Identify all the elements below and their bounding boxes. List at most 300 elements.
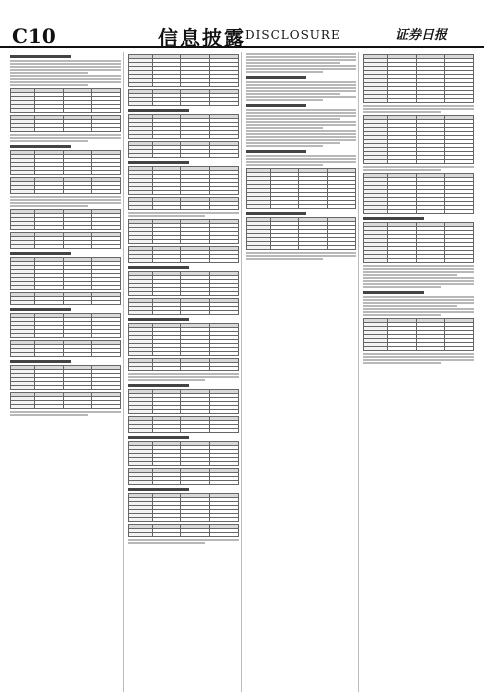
data-table: [10, 257, 121, 290]
text-line: [246, 127, 324, 129]
table-cell: [181, 135, 210, 139]
table-cell: [63, 128, 92, 132]
table-row: [128, 311, 238, 315]
text-line: [246, 161, 357, 163]
table-cell: [209, 206, 238, 210]
table-row: [11, 386, 121, 390]
table-cell: [11, 171, 35, 175]
text-line: [10, 72, 88, 74]
table-cell: [11, 405, 35, 409]
text-line: [246, 155, 357, 157]
data-table: [246, 217, 357, 250]
table-cell: [152, 191, 181, 195]
table-cell: [35, 245, 64, 249]
table-cell: [63, 286, 92, 290]
text-line: [363, 305, 457, 307]
data-table: [363, 173, 474, 214]
table-cell: [299, 246, 328, 250]
data-table: [128, 524, 239, 537]
table-cell: [209, 367, 238, 371]
table-cell: [327, 246, 356, 250]
table-cell: [181, 240, 210, 244]
text-line: [10, 60, 121, 62]
table-cell: [128, 206, 152, 210]
text-line: [128, 539, 239, 541]
table-cell: [364, 160, 388, 164]
section-heading: [246, 212, 307, 215]
text-line: [246, 258, 324, 260]
table-row: [11, 171, 121, 175]
text-line: [363, 359, 474, 361]
text-line: [246, 56, 357, 58]
text-line: [363, 353, 474, 355]
section-heading: [128, 266, 189, 269]
text-line: [246, 99, 324, 101]
table-row: [128, 462, 238, 466]
table-cell: [445, 347, 474, 351]
text-line: [10, 66, 121, 68]
table-cell: [152, 518, 181, 522]
data-table: [128, 246, 239, 263]
table-cell: [128, 259, 152, 263]
data-table: [128, 54, 239, 87]
table-cell: [152, 259, 181, 263]
table-row: [364, 347, 474, 351]
table-cell: [92, 286, 121, 290]
text-line: [246, 136, 357, 138]
text-line: [246, 142, 340, 144]
table-cell: [152, 367, 181, 371]
data-table: [10, 292, 121, 305]
data-table: [10, 340, 121, 357]
table-cell: [128, 352, 152, 356]
table-cell: [63, 301, 92, 305]
data-table: [128, 197, 239, 210]
section-heading: [10, 145, 71, 148]
text-line: [10, 414, 88, 416]
table-cell: [364, 347, 388, 351]
text-line: [363, 268, 474, 270]
table-cell: [11, 226, 35, 230]
table-row: [128, 206, 238, 210]
table-cell: [128, 462, 152, 466]
table-row: [11, 128, 121, 132]
table-cell: [152, 206, 181, 210]
table-cell: [181, 191, 210, 195]
text-line: [128, 373, 239, 375]
text-line: [363, 286, 441, 288]
data-table: [128, 141, 239, 158]
table-cell: [35, 353, 64, 357]
text-line: [246, 145, 324, 147]
table-cell: [181, 533, 210, 537]
table-row: [128, 292, 238, 296]
table-row: [128, 83, 238, 87]
table-cell: [181, 292, 210, 296]
table-cell: [416, 210, 445, 214]
table-cell: [92, 190, 121, 194]
text-line: [246, 84, 357, 86]
table-row: [246, 205, 356, 209]
table-row: [11, 286, 121, 290]
text-line: [363, 274, 457, 276]
table-cell: [11, 245, 35, 249]
table-cell: [388, 259, 417, 263]
table-cell: [63, 353, 92, 357]
table-cell: [181, 352, 210, 356]
table-row: [364, 259, 474, 263]
text-line: [363, 166, 474, 168]
table-cell: [416, 347, 445, 351]
table-cell: [209, 410, 238, 414]
text-line: [363, 111, 441, 113]
page-header: [0, 0, 484, 48]
table-cell: [445, 99, 474, 103]
text-line: [363, 265, 474, 267]
text-line: [128, 215, 206, 217]
text-line: [246, 71, 324, 73]
data-table: [128, 468, 239, 485]
table-cell: [299, 205, 328, 209]
table-cell: [63, 109, 92, 113]
table-cell: [246, 205, 270, 209]
table-cell: [181, 518, 210, 522]
table-cell: [11, 128, 35, 132]
table-cell: [364, 99, 388, 103]
table-cell: [92, 301, 121, 305]
section-heading: [246, 150, 307, 153]
section-title-en: DISCLOSURE: [245, 28, 341, 42]
section-heading: [128, 161, 189, 164]
text-line: [246, 130, 357, 132]
text-line: [246, 68, 357, 70]
table-cell: [209, 292, 238, 296]
table-cell: [445, 259, 474, 263]
table-row: [11, 334, 121, 338]
text-line: [10, 69, 121, 71]
table-cell: [181, 429, 210, 433]
text-line: [10, 411, 121, 413]
table-cell: [35, 171, 64, 175]
text-line: [246, 124, 357, 126]
text-line: [246, 255, 357, 257]
table-cell: [181, 206, 210, 210]
section-title: 信息披露: [158, 26, 246, 50]
table-cell: [209, 518, 238, 522]
data-table: [128, 441, 239, 466]
data-table: [128, 166, 239, 195]
table-cell: [35, 386, 64, 390]
page-code: C10: [12, 24, 56, 48]
table-cell: [445, 160, 474, 164]
table-row: [128, 481, 238, 485]
table-cell: [416, 160, 445, 164]
text-line: [10, 196, 121, 198]
table-row: [128, 135, 238, 139]
table-cell: [11, 190, 35, 194]
data-table: [10, 88, 121, 113]
text-line: [10, 81, 121, 83]
text-line: [128, 379, 206, 381]
section-heading: [10, 55, 71, 58]
table-cell: [11, 301, 35, 305]
table-row: [246, 246, 356, 250]
table-row: [364, 99, 474, 103]
text-line: [128, 542, 206, 544]
table-row: [128, 367, 238, 371]
text-line: [10, 75, 121, 77]
table-cell: [388, 347, 417, 351]
table-cell: [128, 102, 152, 106]
data-table: [128, 298, 239, 315]
text-line: [10, 84, 88, 86]
text-line: [246, 96, 357, 98]
table-cell: [209, 191, 238, 195]
table-cell: [35, 190, 64, 194]
table-cell: [152, 410, 181, 414]
text-column: [10, 52, 124, 692]
text-column: [128, 52, 242, 692]
table-cell: [128, 429, 152, 433]
table-cell: [152, 154, 181, 158]
data-table: [10, 177, 121, 194]
text-line: [363, 169, 441, 171]
table-cell: [181, 102, 210, 106]
table-cell: [128, 135, 152, 139]
data-table: [10, 313, 121, 338]
table-cell: [209, 533, 238, 537]
data-table: [128, 358, 239, 371]
data-table: [128, 89, 239, 106]
table-cell: [416, 99, 445, 103]
text-line: [363, 308, 474, 310]
table-cell: [152, 352, 181, 356]
text-line: [246, 158, 357, 160]
table-cell: [209, 259, 238, 263]
data-table: [128, 493, 239, 522]
section-heading: [128, 436, 189, 439]
table-cell: [209, 154, 238, 158]
text-line: [10, 140, 88, 142]
table-cell: [364, 210, 388, 214]
table-cell: [209, 102, 238, 106]
text-line: [246, 139, 357, 141]
table-cell: [63, 190, 92, 194]
section-heading: [10, 308, 71, 311]
text-column: [363, 52, 476, 692]
table-cell: [63, 226, 92, 230]
disclosure-content: [10, 52, 476, 692]
table-cell: [63, 386, 92, 390]
text-line: [246, 133, 357, 135]
text-line: [246, 118, 340, 120]
text-line: [10, 205, 88, 207]
table-row: [364, 210, 474, 214]
data-table: [363, 222, 474, 263]
table-cell: [92, 171, 121, 175]
table-cell: [11, 109, 35, 113]
data-table: [128, 416, 239, 433]
table-cell: [246, 246, 270, 250]
data-table: [10, 115, 121, 132]
text-line: [363, 280, 474, 282]
section-heading: [128, 488, 189, 491]
table-cell: [209, 481, 238, 485]
table-cell: [209, 135, 238, 139]
table-cell: [92, 386, 121, 390]
table-cell: [128, 292, 152, 296]
table-cell: [209, 240, 238, 244]
text-line: [10, 202, 121, 204]
text-line: [363, 314, 441, 316]
text-line: [363, 283, 474, 285]
table-cell: [35, 109, 64, 113]
table-cell: [128, 83, 152, 87]
text-line: [246, 81, 357, 83]
text-line: [363, 362, 441, 364]
table-row: [128, 240, 238, 244]
data-table: [10, 209, 121, 230]
table-cell: [11, 334, 35, 338]
table-cell: [92, 245, 121, 249]
section-heading: [363, 217, 424, 220]
table-cell: [152, 102, 181, 106]
text-line: [363, 302, 474, 304]
data-table: [128, 114, 239, 139]
table-row: [128, 259, 238, 263]
table-cell: [63, 334, 92, 338]
table-row: [128, 533, 238, 537]
table-cell: [128, 311, 152, 315]
table-cell: [270, 205, 299, 209]
data-table: [10, 150, 121, 175]
text-line: [246, 252, 357, 254]
table-cell: [128, 481, 152, 485]
table-cell: [209, 429, 238, 433]
table-cell: [63, 245, 92, 249]
table-cell: [11, 353, 35, 357]
text-line: [363, 356, 474, 358]
table-cell: [35, 128, 64, 132]
section-heading: [128, 384, 189, 387]
section-heading: [128, 109, 189, 112]
text-line: [246, 65, 357, 67]
text-line: [246, 87, 357, 89]
table-cell: [11, 386, 35, 390]
table-cell: [445, 210, 474, 214]
table-row: [128, 191, 238, 195]
text-column: [246, 52, 360, 692]
table-cell: [152, 429, 181, 433]
text-line: [246, 121, 357, 123]
text-line: [128, 376, 239, 378]
table-cell: [181, 154, 210, 158]
text-line: [363, 277, 474, 279]
data-table: [128, 271, 239, 296]
data-table: [10, 232, 121, 249]
table-cell: [152, 135, 181, 139]
table-cell: [92, 226, 121, 230]
text-line: [363, 296, 474, 298]
table-cell: [181, 367, 210, 371]
newspaper-masthead: 证券日报: [395, 28, 448, 43]
text-line: [363, 108, 474, 110]
text-line: [246, 90, 357, 92]
section-heading: [363, 291, 424, 294]
table-cell: [92, 334, 121, 338]
table-cell: [128, 518, 152, 522]
text-line: [246, 112, 357, 114]
table-row: [11, 405, 121, 409]
table-cell: [92, 128, 121, 132]
table-cell: [209, 311, 238, 315]
table-cell: [35, 226, 64, 230]
table-cell: [128, 240, 152, 244]
table-row: [128, 154, 238, 158]
table-cell: [35, 286, 64, 290]
table-cell: [35, 405, 64, 409]
data-table: [128, 389, 239, 414]
text-line: [363, 299, 474, 301]
text-line: [10, 78, 121, 80]
table-row: [364, 160, 474, 164]
table-cell: [92, 109, 121, 113]
text-line: [10, 134, 121, 136]
data-table: [246, 168, 357, 209]
table-cell: [416, 259, 445, 263]
text-line: [128, 212, 239, 214]
table-cell: [128, 154, 152, 158]
table-row: [128, 410, 238, 414]
table-cell: [209, 352, 238, 356]
data-table: [363, 115, 474, 164]
section-heading: [246, 76, 307, 79]
table-cell: [181, 462, 210, 466]
table-cell: [152, 533, 181, 537]
table-row: [11, 245, 121, 249]
table-row: [128, 518, 238, 522]
data-table: [10, 365, 121, 390]
table-cell: [388, 160, 417, 164]
table-cell: [209, 462, 238, 466]
table-cell: [35, 334, 64, 338]
section-heading: [10, 252, 71, 255]
text-line: [246, 115, 357, 117]
table-cell: [11, 286, 35, 290]
table-cell: [270, 246, 299, 250]
table-cell: [152, 462, 181, 466]
table-cell: [128, 367, 152, 371]
text-line: [363, 311, 474, 313]
table-cell: [152, 240, 181, 244]
text-line: [10, 199, 121, 201]
text-line: [246, 93, 340, 95]
table-cell: [92, 353, 121, 357]
section-heading: [246, 104, 307, 107]
table-row: [128, 352, 238, 356]
text-line: [363, 105, 474, 107]
data-table: [128, 323, 239, 356]
text-line: [246, 62, 340, 64]
table-cell: [152, 311, 181, 315]
table-cell: [152, 481, 181, 485]
data-table: [363, 54, 474, 103]
table-row: [11, 190, 121, 194]
text-line: [246, 59, 357, 61]
data-table: [363, 318, 474, 351]
table-row: [11, 301, 121, 305]
data-table: [10, 392, 121, 409]
